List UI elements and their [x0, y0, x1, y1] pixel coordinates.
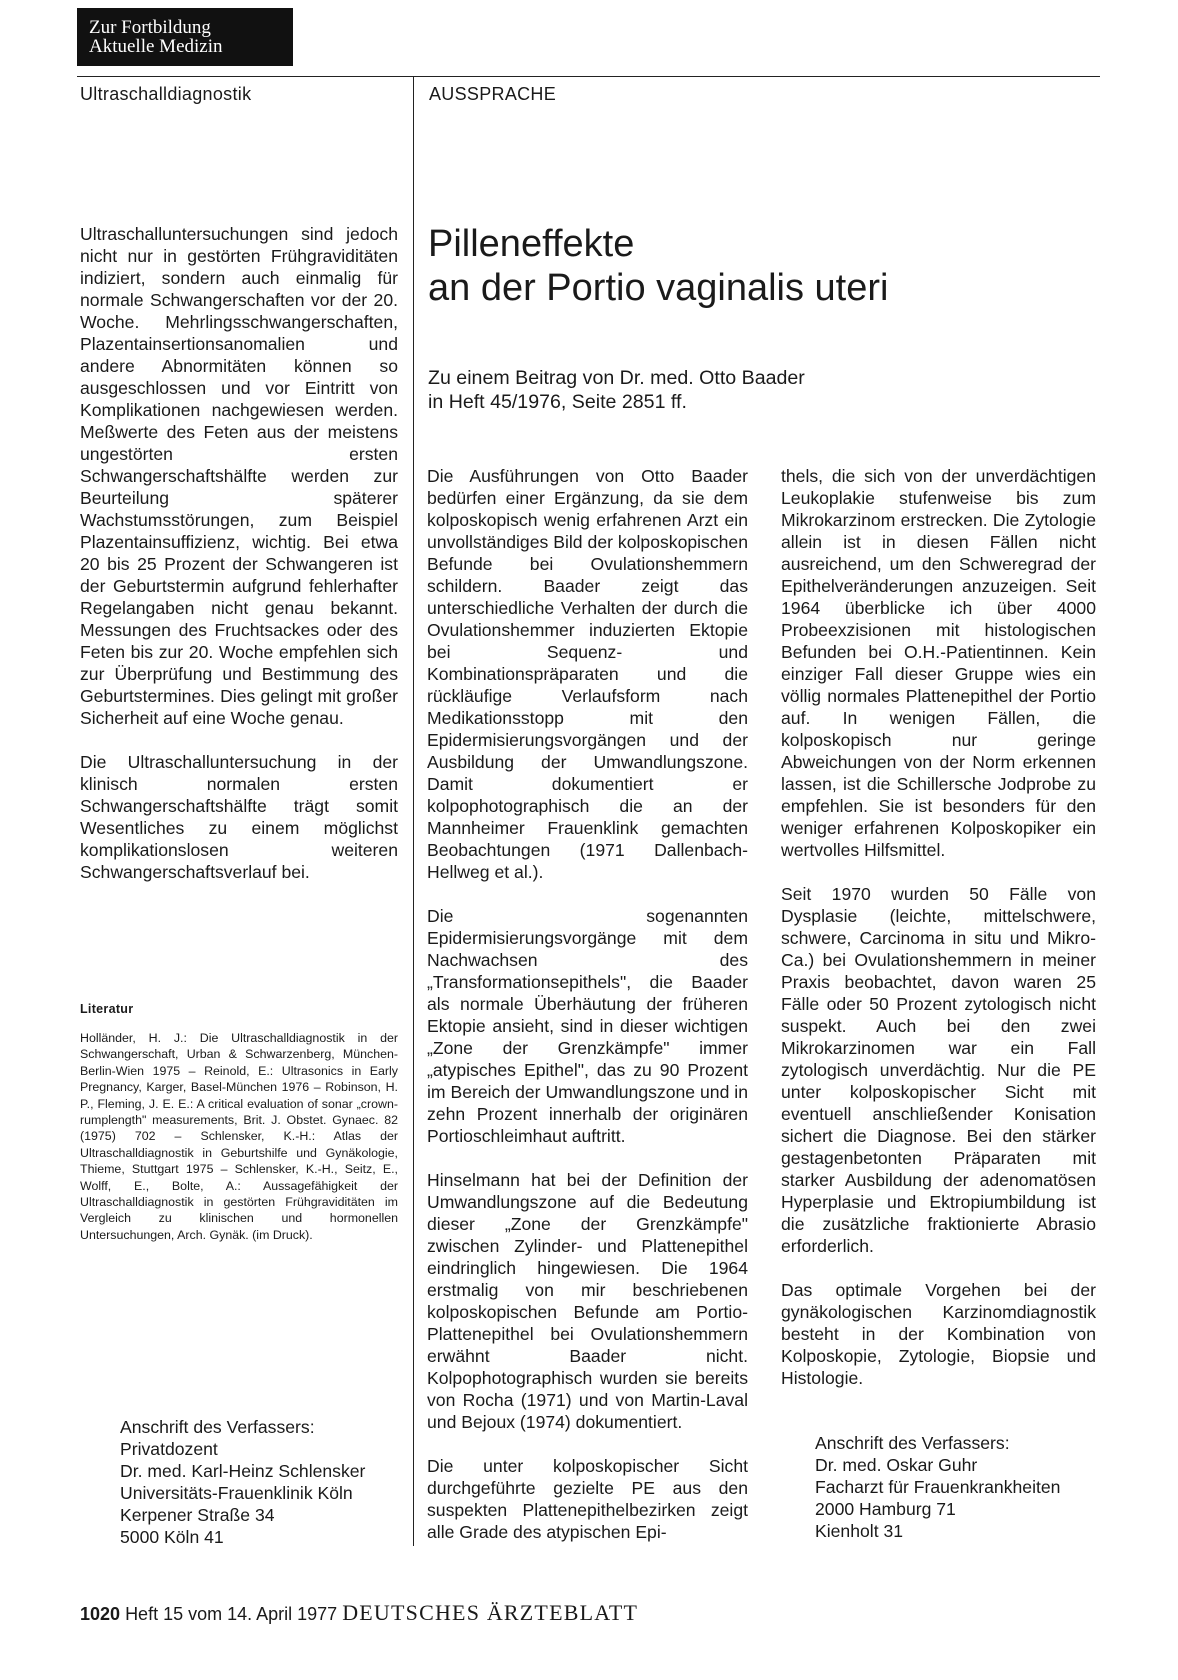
- article-title: [428, 222, 1078, 310]
- address-line: Kienholt 31: [815, 1521, 904, 1541]
- right-paragraph-2: Seit 1970 wurden 50 Fälle von Dysplasie (leichte, mittelschwere, schwere, Carcinoma in situ und Mikro-Ca.) bei Ovulationshemmern in meiner Praxis beobachtet, davon waren 25 Fälle oder 50 Prozent zytologisch nicht suspekt. Auch bei den zwei Mikrokarzinomen war ein Fall zytologisch unverdächtig. Nur die PE unter kolposkopischer Sicht mit eventuell anschließender Konisation sichert die Diagnose. Bei den stärker gestagenbetonten Präparaten mit starker Ausbildung der adenomatösen Hyperplasie und Ektropiumbildung ist die zusätzliche fraktionierte Abrasio erforderlich.: [781, 884, 1096, 1256]
- section-badge: [77, 8, 293, 66]
- literature-text: Holländer, H. J.: Die Ultraschalldiagnostik in der Schwangerschaft, Urban & Schwarzenberg, München-Berlin-Wien 1975 – Reinold, E.: Ultrasonics in Early Pregnancy, Karger, Basel-München 1976 – Robinson, H. P., Fleming, J. E. E.: A critical evaluation of sonar „crown-rumplength" measurements, Brit. J. Obstet. Gynaec. 82 (1975) 702 – Schlensker, K.-H.: Atlas der Ultraschalldiagnostik in Geburtshilfe und Gynäkologie, Thieme, Stuttgart 1975 – Schlensker, K.-H., Seitz, E., Wolff, E., Bolte, A.: Aussagefähigkeit der Ultraschalldiagnostik in gestörten Frühgraviditäten im Vergleich zu klinischen und hormonellen Untersuchungen, Arch. Gynäk. (im Druck).: [80, 1031, 398, 1242]
- badge-line-2: Aktuelle Medizin: [89, 36, 223, 57]
- middle-paragraph-4: Die unter kolposkopischer Sicht durchgeführte gezielte PE aus den suspekten Plattenepithelbezirken zeigt alle Grade des atypischen Epi-: [427, 1456, 748, 1542]
- address-line: 2000 Hamburg 71: [815, 1499, 956, 1519]
- left-column: [80, 223, 398, 905]
- address-line: Anschrift des Verfassers:: [120, 1417, 315, 1437]
- middle-column: [427, 465, 748, 1565]
- address-line: Kerpener Straße 34: [120, 1505, 275, 1525]
- article-subtitle: [428, 366, 805, 414]
- address-line: Dr. med. Oskar Guhr: [815, 1455, 978, 1475]
- literature-heading: Literatur: [80, 1002, 134, 1016]
- subtitle-line-2: in Heft 45/1976, Seite 2851 ff.: [428, 391, 687, 413]
- address-line: Universitäts-Frauenklinik Köln: [120, 1483, 353, 1503]
- issue-info: Heft 15 vom 14. April 1977: [125, 1604, 338, 1624]
- section-label-left: Ultraschalldiagnostik: [80, 84, 252, 104]
- subtitle-line-1: Zu einem Beitrag von Dr. med. Otto Baader: [428, 367, 805, 389]
- right-paragraph-1: thels, die sich von der unverdächtigen Leukoplakie stufenweise bis zum Mikrokarzinom erstrecken. Die Zytologie allein ist in diesen Fällen nicht ausreichend, um den Schweregrad der Epithelveränderungen anzuzeigen. Seit 1964 überblicke ich über 4000 Probeexzisionen mit histologischen Befunden bei O.H.-Patientinnen. Kein einziger Fall dieser Gruppe wies ein völlig normales Plattenepithel der Portio auf. In wenigen Fällen, die kolposkopisch nur geringe Abweichungen von der Norm erkennen lassen, ist die Schillersche Jodprobe zu empfehlen. Sie ist besonders für den weniger erfahrenen Kolposkopiker ein wertvolles Hilfsmittel.: [781, 466, 1096, 860]
- left-paragraph-1: Ultraschalluntersuchungen sind jedoch nicht nur in gestörten Frühgraviditäten indiziert, sondern auch einmalig für normale Schwangerschaften vor der 20. Woche. Mehrlingsschwangerschaften, Plazentainsertionsanomalien und andere Abnormitäten können so ausgeschlossen und vor Eintritt von Komplikationen nachgewiesen werden. Meßwerte des Feten aus der meistens ungestörten ersten Schwangerschaftshälfte werden zur Beurteilung späterer Wachstumsstörungen, zum Beispiel Plazentainsuffizienz, wichtig. Bei etwa 20 bis 25 Prozent der Schwangeren ist der Geburtstermin aufgrund fehlerhafter Regelangaben nicht genau bekannt. Messungen des Fruchtsackes oder des Feten bis zur 20. Woche empfehlen sich zur Überprüfung und Bestimmung des Geburtstermines. Dies gelingt mit großer Sicherheit auf eine Woche genau.: [80, 224, 398, 728]
- journal-name: DEUTSCHES ÄRZTEBLATT: [342, 1600, 639, 1625]
- title-line-1: Pilleneffekte: [428, 223, 635, 265]
- middle-paragraph-3: Hinselmann hat bei der Definition der Umwandlungszone auf die Bedeutung dieser „Zone der Grenzkämpfe" zwischen Zylinder- und Plattenepithel eindringlich hingewiesen. Die 1964 erstmalig von mir beschriebenen kolposkopischen Befunde am Portio-Plattenepithel bei Ovulationshemmern erwähnt Baader nicht. Kolpophotographisch wurden sie bereits von Rocha (1971) und von Martin-Laval und Bejoux (1974) dokumentiert.: [427, 1170, 748, 1432]
- middle-paragraph-2: Die sogenannten Epidermisierungsvorgänge mit dem Nachwachsen des „Transformationsepithels", die Baader als normale Überhäutung der früheren Ektopie ansieht, sind in dieser wichtigen „Zone der Grenzkämpfe" immer „atypisches Epithel", das zu 90 Prozent im Bereich der Umwandlungszone und in zehn Prozent innerhalb der originären Portioschleimhaut auftritt.: [427, 906, 748, 1146]
- column-divider: [413, 76, 414, 1546]
- badge-line-1: Zur Fortbildung: [89, 17, 211, 38]
- address-line: Anschrift des Verfassers:: [815, 1433, 1010, 1453]
- address-line: 5000 Köln 41: [120, 1527, 224, 1547]
- author-address-left: [120, 1416, 365, 1548]
- left-paragraph-2: Die Ultraschalluntersuchung in der klinisch normalen ersten Schwangerschaftshälfte trägt somit Wesentliches zu einem möglichst komplikationslosen weiteren Schwangerschaftsverlauf bei.: [80, 752, 398, 882]
- address-line: Dr. med. Karl-Heinz Schlensker: [120, 1461, 366, 1481]
- right-column: [781, 465, 1096, 1411]
- title-line-2: an der Portio vaginalis uteri: [428, 267, 889, 309]
- author-address-right: [815, 1432, 1060, 1542]
- page-footer: [80, 1600, 638, 1626]
- right-paragraph-3: Das optimale Vorgehen bei der gynäkologischen Karzinomdiagnostik besteht in der Kombination von Kolposkopie, Zytologie, Biopsie und Histologie.: [781, 1280, 1096, 1388]
- top-rule: [77, 76, 1100, 77]
- address-line: Privatdozent: [120, 1439, 218, 1459]
- section-label-right: AUSSPRACHE: [429, 84, 557, 104]
- page-number: 1020: [80, 1604, 121, 1624]
- middle-paragraph-1: Die Ausführungen von Otto Baader bedürfen einer Ergänzung, da sie dem kolposkopisch wenig erfahrenen Arzt ein unvollständiges Bild der kolposkopischen Befunde bei Ovulationshemmern schildern. Baader zeigt das unterschiedliche Verhalten der durch die Ovulationshemmer induzierten Ektopie bei Sequenz- und Kombinationspräparaten und die rückläufige Verlaufsform nach Medikationsstopp mit den Epidermisierungsvorgängen und der Ausbildung der Umwandlungszone. Damit dokumentiert er kolpophotographisch die an der Mannheimer Frauenklink gemachten Beobachtungen (1971 Dallenbach-Hellweg et al.).: [427, 466, 748, 882]
- address-line: Facharzt für Frauenkrankheiten: [815, 1477, 1061, 1497]
